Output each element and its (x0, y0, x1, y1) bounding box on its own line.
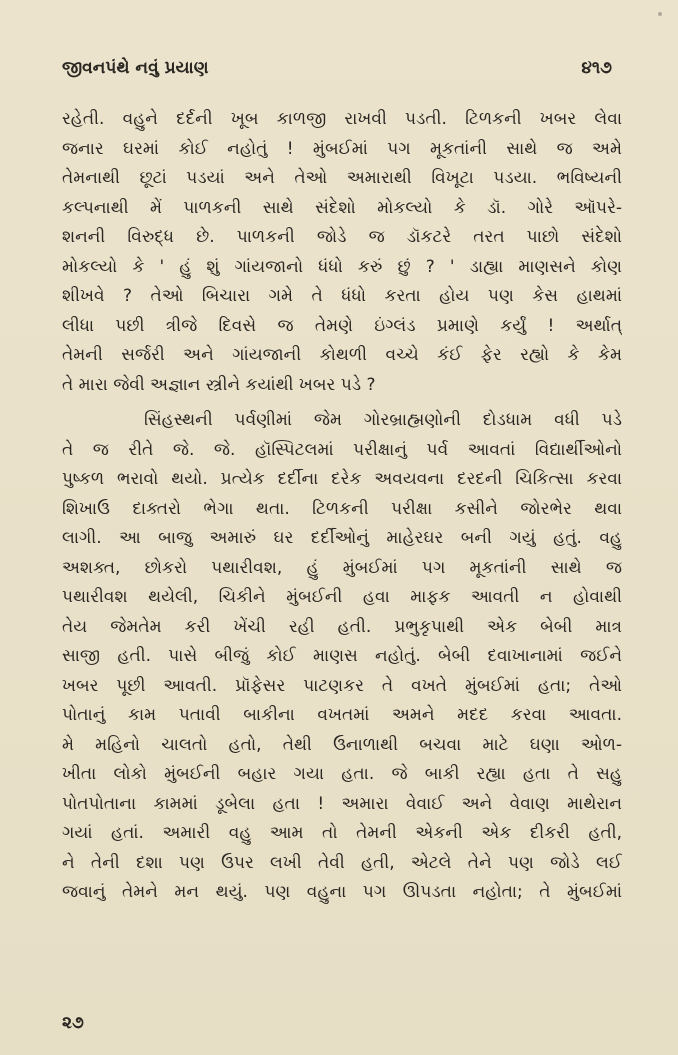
text-line: ખીતા લોકો મુંબઈની બહાર ગયા હતા. જે બાકી રહ્યા હતા તે સહુ (62, 764, 622, 784)
text-line: તે જ રીતે જે. જે. હૉસ્પિટલમાં પરીક્ષાનું પર્વ આવતાં વિદ્યાર્થીઓનો (62, 439, 622, 460)
text-line: જનાર ઘરમાં કોઈ નહોતું ! મુંબઈમાં પગ મૂકતાંની સાથે જ અમે (62, 138, 622, 159)
text-line: પથારીવશ થયેલી, ચિકીને મુંબઈની હવા માફક આવતી ન હોવાથી (62, 587, 622, 607)
text-line: મે મહિનો ચાલતો હતો, તેથી ઉનાળાથી બચવા માટે ઘણા ઓળ- (62, 734, 622, 755)
text-line: સાજી હતી. પાસે બીજું કોઈ માણસ નહોતું. બેબી દવાખાનામાં જઈને (62, 646, 622, 666)
text-line: શનની વિરુદ્ધ છે. પાળકની જોડે જ ડૉકટરે તરત પાછો સંદેશો (62, 227, 622, 247)
text-line: કલ્પનાથી મેં પાળકની સાથે સંદેશો મોકલ્યો કે ડૉ. ગોરે ઑપરે- (62, 197, 622, 218)
paragraph-2 (62, 406, 622, 908)
paragraph-1 (62, 105, 622, 400)
text-line: ને તેની દશા પણ ઉપર લખી તેવી હતી, એટલે તેને પણ જોડે લઈ (62, 852, 622, 873)
text-line: પોતપોતાના કામમાં ડૂબેલા હતા ! અમારા વેવાઈ અને વેવાણ માથેરાન (62, 793, 622, 814)
text-line: લાગી. આ બાજુ અમારું ઘર દર્દીઓનું માહેરઘર બની ગયું હતું. વહુ (62, 528, 622, 548)
text-line: પોતાનું કામ પતાવી બાકીના વખતમાં અમને મદદ કરવા આવતા. (62, 705, 622, 725)
text-line: તે મારા જેવી અજ્ઞાન સ્ત્રીને કયાંથી ખબર પડે ? (62, 374, 376, 395)
text-line: શિખાઉ દાક્તરો ભેગા થતા. ટિળકની પરીક્ષા કસીને જોરભેર થવા (62, 498, 622, 519)
text-line: તેમની સર્જરી અને ગાંયજાની કોથળી વચ્ચે કંઈ ફેર રહ્યો કે કેમ (62, 345, 622, 365)
text-line: ખબર પૂછી આવતી. પ્રૉફેસર પાટણકર તે વખતે મુંબઈમાં હતા; તેઓ (62, 675, 622, 696)
chapter-title: જીવનપંથે નવું પ્રયાણ (62, 58, 209, 78)
signature-mark: ૨૭ (62, 1013, 84, 1033)
text-line: લીધા પછી ત્રીજે દિવસે જ તેમણે ઇંગ્લંડ પ્રમાણે કર્યું ! અર્થાત્ (62, 315, 622, 336)
running-header (62, 58, 616, 82)
text-line: શીખવે ? તેઓ બિચારા ગમે તે ધંધો કરતા હોય પણ કેસ હાથમાં (62, 286, 622, 306)
text-line: તેમનાથી છૂટાં પડયાં અને તેઓ અમારાથી વિખૂટા પડયા. ભવિષ્યની (62, 168, 622, 188)
text-line: ગયાં હતાં. અમારી વહુ આમ તો તેમની એકની એક દીકરી હતી, (62, 823, 622, 843)
text-line: રહેતી. વહુને દર્દની ખૂબ કાળજી રાખવી પડતી. ટિળકની ખબર લેવા (62, 109, 622, 129)
text-line: સિંહસ્થની પર્વણીમાં જેમ ગોરબ્રાહ્મણોની દોડધામ વધી પડે (144, 410, 622, 430)
text-line: તેય જેમતેમ કરી ખેંચી રહી હતી. પ્રભુકૃપાથી એક બેબી માત્ર (62, 616, 622, 637)
text-line: જવાનું તેમને મન થયું. પણ વહુના પગ ઊપડતા નહોતા; તે મુંબઈમાં (62, 882, 622, 902)
text-line: પુષ્કળ ભરાવો થયો. પ્રત્યેક દર્દીના દરેક અવયવના દરદની ચિકિત્સા કરવા (62, 469, 622, 489)
page-number: ૪૧૭ (581, 58, 612, 78)
body-text (62, 105, 622, 908)
text-line: અશક્ત, છોકરો પથારીવશ, હું મુંબઈમાં પગ મૂકતાંની સાથે જ (62, 557, 622, 578)
text-line: મોકલ્યો કે ' હું શું ગાંયજાનો ધંધો કરું છું ? ' ડાહ્યા માણસને કોણ (62, 256, 622, 277)
